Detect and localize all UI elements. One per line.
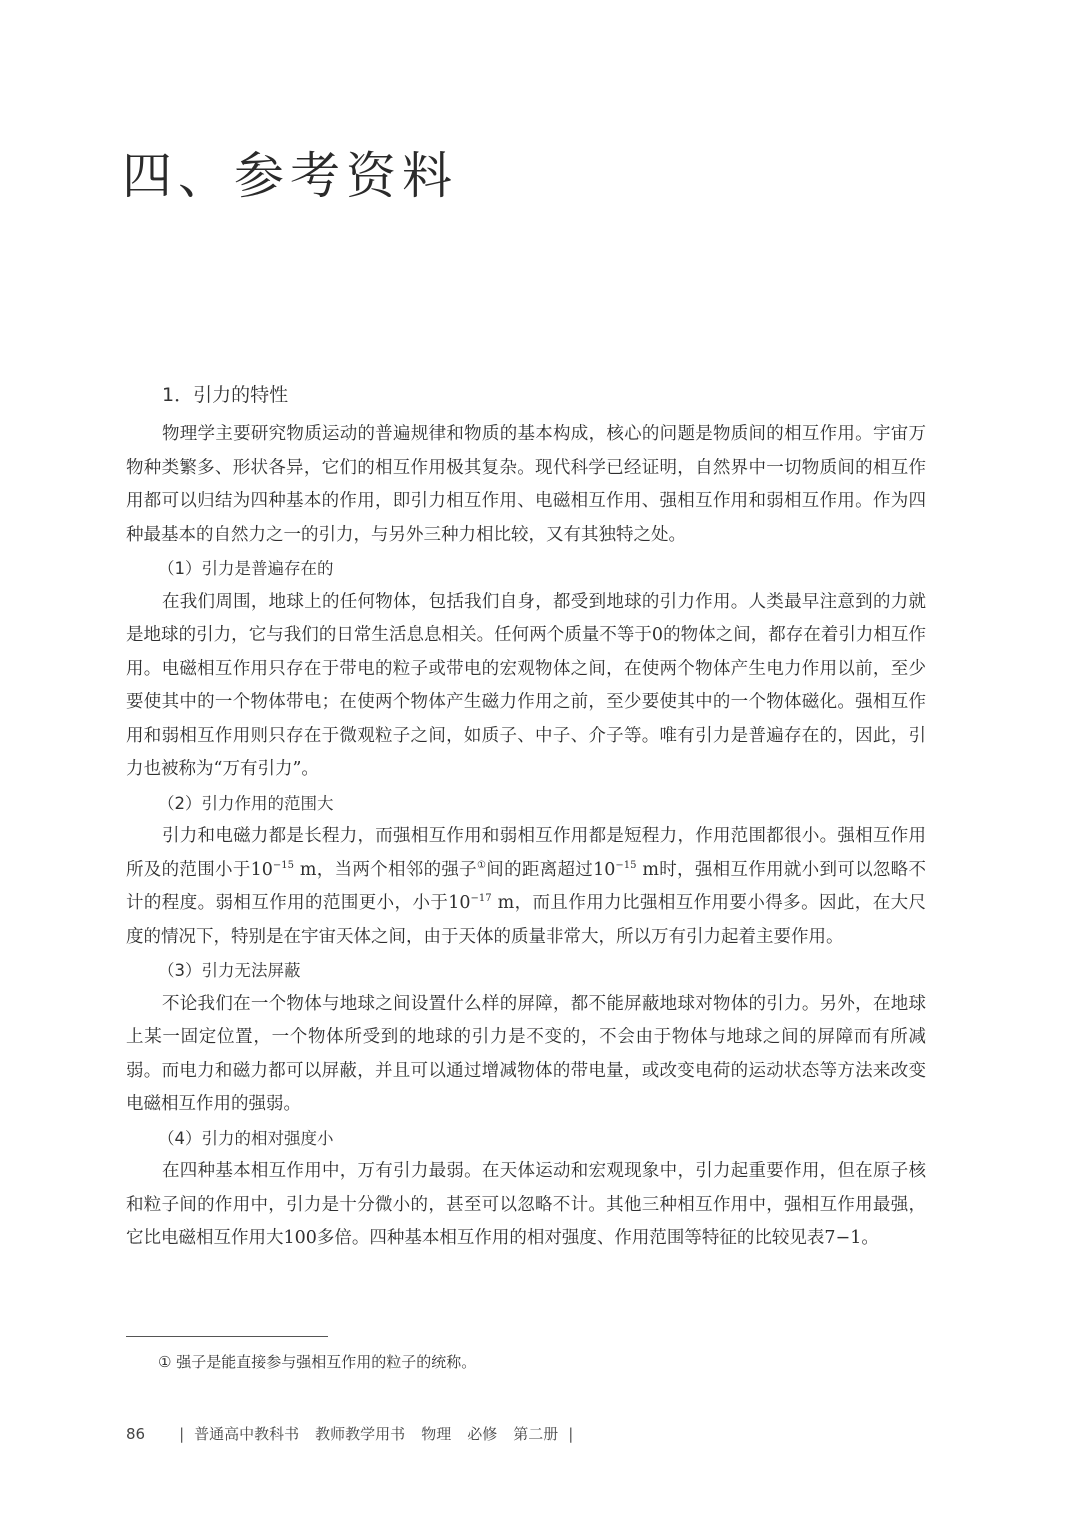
section-heading: 1．引力的特性 bbox=[162, 384, 289, 406]
paragraph-3: 不论我们在一个物体与地球之间设置什么样的屏障，都不能屏蔽地球对物体的引力。另外，在地球上某一固定位置，一个物体所受到的地球的引力是不变的，不会由于物体与地球之间的屏障而有所减弱。而电力和磁力都可以屏蔽，并且可以通过增减物体的带电量，或改变电荷的运动状态等方法来改变电磁相互作用的强弱。 bbox=[126, 993, 926, 1114]
footer-subject: 物理 bbox=[421, 1425, 452, 1443]
subheading-1: （1）引力是普遍存在的 bbox=[158, 559, 334, 578]
subheading-2: （2）引力作用的范围大 bbox=[158, 793, 334, 813]
paragraph-4: 在四种基本相互作用中，万有引力最弱。在天体运动和宏观现象中，引力起重要作用，但在原子核和粒子间的作用中，引力是十分微小的，甚至可以忽略不计。其他三种相互作用中，强相互作用最强，它比电磁相互作用大100多倍。四种基本相互作用的相对强度、作用范围等特征的比较见表7−1。 bbox=[126, 1161, 926, 1248]
footnote-divider bbox=[126, 1336, 328, 1337]
footer-course: 必修 bbox=[467, 1425, 498, 1443]
footer-separator-left: | bbox=[179, 1424, 185, 1443]
page-number: 86 bbox=[126, 1424, 146, 1443]
intro-paragraph: 物理学主要研究物质运动的普遍规律和物质的基本构成，核心的问题是物质间的相互作用。宇宙万物种类繁多、形状各异，它们的相互作用极其复杂。现代科学已经证明，自然界中一切物质间的相互作用都可以归结为四种基本的作用，即引力相互作用、电磁相互作用、强相互作用和弱相互作用。作为四种最基本的自然力之一的引力，与另外三种力相比较，又有其独特之处。 bbox=[126, 424, 926, 545]
page-title: 四、参考资料 bbox=[122, 147, 458, 205]
exponent-1: −15 bbox=[272, 859, 294, 871]
p2-text-2: m，当两个相邻的强子 bbox=[294, 859, 477, 880]
paragraph-2 bbox=[126, 820, 926, 954]
p2-text-5: m，而且作用力比强相互作用要小得多。因此，在大尺度的情况下，特别是在宇宙天体之间，由于天体的质量非常大，所以万有引力起着主要作用。 bbox=[126, 893, 926, 947]
p2-text-4: m时，强相互作用就小到可以忽略不计的程度。弱相互作用的范围更小，小于10 bbox=[126, 859, 926, 913]
page-footer bbox=[126, 1423, 583, 1444]
main-content bbox=[126, 378, 926, 1256]
footer-book-type: 普通高中教科书 bbox=[194, 1425, 300, 1443]
p2-text-3: 间的距离超过10 bbox=[486, 859, 616, 880]
footnote: ① 强子是能直接参与强相互作用的粒子的统称。 bbox=[158, 1353, 477, 1371]
footnote-marker[interactable]: ① bbox=[477, 859, 487, 871]
footer-volume: 第二册 bbox=[513, 1425, 559, 1443]
subheading-3: （3）引力无法屏蔽 bbox=[158, 961, 301, 980]
exponent-2: −15 bbox=[615, 859, 637, 871]
subheading-4: （4）引力的相对强度小 bbox=[158, 1128, 334, 1148]
footer-separator-right: | bbox=[568, 1424, 574, 1443]
footer-book-use: 教师教学用书 bbox=[315, 1425, 406, 1443]
paragraph-1: 在我们周围，地球上的任何物体，包括我们自身，都受到地球的引力作用。人类最早注意到的力就是地球的引力，它与我们的日常生活息息相关。任何两个质量不等于0的物体之间，都存在着引力相互作用。电磁相互作用只存在于带电的粒子或带电的宏观物体之间，在使两个物体产生电力作用以前，至少要使其中的一个物体带电；在使两个物体产生磁力作用之前，至少要使其中的一个物体磁化。强相互作用和弱相互作用则只存在于微观粒子之间，如质子、中子、介子等。唯有引力是普遍存在的，因此，引力也被称为“万有引力”。 bbox=[126, 591, 926, 779]
exponent-3: −17 bbox=[470, 893, 492, 904]
p2-text-1: 引力和电磁力都是长程力，而强相互作用和弱相互作用都是短程力，作用范围都很小。强相互作用所及的范围小于10 bbox=[126, 826, 926, 880]
